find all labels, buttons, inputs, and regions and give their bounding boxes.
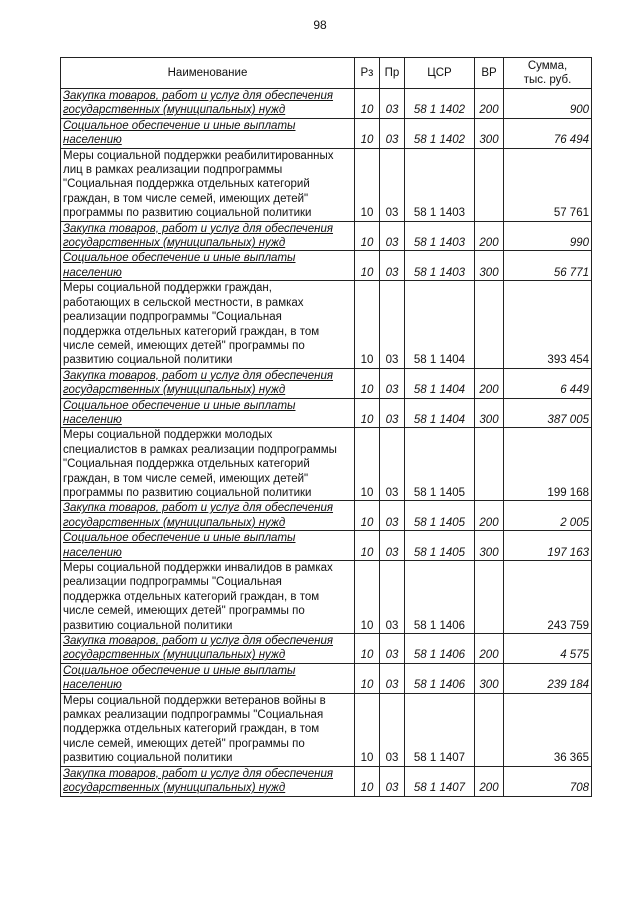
cell-vr <box>475 561 504 634</box>
cell-name-line: работающих в сельской местности, в рамках <box>63 296 304 309</box>
cell-pr: 03 <box>380 251 405 281</box>
cell-vr: 300 <box>475 118 504 148</box>
cell-name-line: Закупка товаров, работ и услуг для обеспечения <box>63 222 334 235</box>
cell-name-line: Закупка товаров, работ и услуг для обеспечения <box>63 635 334 648</box>
cell-name-line: Социальное обеспечение и иные выплаты <box>63 119 296 132</box>
cell-sum: 990 <box>504 221 592 251</box>
cell-name-line: реализации подпрограммы "Социальная <box>63 311 282 324</box>
table-row <box>61 89 592 119</box>
cell-name-line: государственных (муниципальных) нужд <box>63 649 286 662</box>
cell-sum: 36 365 <box>504 693 592 766</box>
table-row <box>61 663 592 693</box>
cell-name-line: граждан, в том числе семей, имеющих детей" <box>63 472 309 485</box>
cell-sum: 199 168 <box>504 428 592 501</box>
cell-rz: 10 <box>355 368 380 398</box>
cell-csr: 58 1 1404 <box>405 281 475 368</box>
cell-pr: 03 <box>380 221 405 251</box>
table-row <box>61 118 592 148</box>
cell-name-line: государственных (муниципальных) нужд <box>63 782 286 795</box>
cell-pr: 03 <box>380 281 405 368</box>
cell-name-line: государственных (муниципальных) нужд <box>63 384 286 397</box>
cell-pr: 03 <box>380 634 405 664</box>
cell-name <box>61 766 355 796</box>
table-row <box>61 561 592 634</box>
cell-pr: 03 <box>380 663 405 693</box>
cell-rz: 10 <box>355 634 380 664</box>
cell-vr: 200 <box>475 634 504 664</box>
cell-csr: 58 1 1406 <box>405 634 475 664</box>
cell-vr: 300 <box>475 398 504 428</box>
cell-name <box>61 118 355 148</box>
cell-name <box>61 148 355 221</box>
cell-name-line: граждан, в том числе семей, имеющих детей" <box>63 192 309 205</box>
cell-rz: 10 <box>355 251 380 281</box>
cell-name-line: Меры социальной поддержки инвалидов в рамках <box>63 562 333 574</box>
cell-vr: 200 <box>475 89 504 119</box>
cell-csr: 58 1 1405 <box>405 531 475 561</box>
table-row <box>61 693 592 766</box>
cell-rz: 10 <box>355 428 380 501</box>
cell-sum: 393 454 <box>504 281 592 368</box>
cell-name <box>61 281 355 368</box>
cell-csr: 58 1 1407 <box>405 766 475 796</box>
cell-rz: 10 <box>355 281 380 368</box>
cell-rz: 10 <box>355 118 380 148</box>
header-name: Наименование <box>61 58 355 89</box>
cell-pr: 03 <box>380 766 405 796</box>
cell-sum: 197 163 <box>504 531 592 561</box>
cell-name-line: развитию социальной политики <box>63 752 233 765</box>
table-row <box>61 501 592 531</box>
cell-rz: 10 <box>355 693 380 766</box>
table-row <box>61 251 592 281</box>
table-row <box>61 398 592 428</box>
cell-name <box>61 89 355 119</box>
cell-vr: 200 <box>475 368 504 398</box>
table-row <box>61 634 592 664</box>
cell-name-line: специалистов в рамках реализации подпрограммы <box>63 443 337 456</box>
cell-name <box>61 368 355 398</box>
cell-name <box>61 634 355 664</box>
cell-rz: 10 <box>355 766 380 796</box>
cell-name-line: числе семей, имеющих детей" программы по <box>63 605 305 618</box>
cell-name-line: реализации подпрограммы "Социальная <box>63 576 282 589</box>
cell-rz: 10 <box>355 148 380 221</box>
cell-sum: 4 575 <box>504 634 592 664</box>
cell-vr <box>475 281 504 368</box>
cell-sum: 243 759 <box>504 561 592 634</box>
cell-name-line: Закупка товаров, работ и услуг для обеспечения <box>63 502 334 515</box>
cell-name-line: Социальное обеспечение и иные выплаты <box>63 532 296 545</box>
cell-name <box>61 251 355 281</box>
cell-sum: 57 761 <box>504 148 592 221</box>
cell-csr: 58 1 1404 <box>405 368 475 398</box>
cell-name-line: Социальное обеспечение и иные выплаты <box>63 399 296 412</box>
header-csr: ЦСР <box>405 58 475 89</box>
cell-pr: 03 <box>380 398 405 428</box>
cell-name-line: населению <box>63 679 122 692</box>
cell-pr: 03 <box>380 118 405 148</box>
cell-name-line: Меры социальной поддержки ветеранов войны в <box>63 694 326 707</box>
cell-name-line: Меры социальной поддержки реабилитированных <box>63 149 334 162</box>
header-sum-line1: Сумма, <box>527 59 568 72</box>
cell-name-line: Меры социальной поддержки молодых <box>63 429 273 442</box>
cell-vr <box>475 428 504 501</box>
cell-pr: 03 <box>380 561 405 634</box>
cell-vr <box>475 693 504 766</box>
cell-rz: 10 <box>355 221 380 251</box>
cell-vr: 300 <box>475 663 504 693</box>
cell-name-line: поддержка отдельных категорий граждан, в том <box>63 325 320 338</box>
cell-csr: 58 1 1403 <box>405 221 475 251</box>
cell-name-line: "Социальная поддержка отдельных категорий <box>63 178 310 191</box>
cell-name <box>61 428 355 501</box>
cell-name-line: рамках реализации подпрограммы "Социальная <box>63 709 324 722</box>
cell-name <box>61 501 355 531</box>
cell-sum: 387 005 <box>504 398 592 428</box>
cell-name-line: развитию социальной политики <box>63 354 233 367</box>
cell-csr: 58 1 1403 <box>405 148 475 221</box>
cell-sum: 6 449 <box>504 368 592 398</box>
cell-csr: 58 1 1405 <box>405 428 475 501</box>
cell-name-line: Закупка товаров, работ и услуг для обеспечения <box>63 369 334 382</box>
cell-pr: 03 <box>380 693 405 766</box>
table-row <box>61 221 592 251</box>
cell-name <box>61 398 355 428</box>
cell-name <box>61 693 355 766</box>
header-rz: Рз <box>355 58 380 89</box>
cell-name-line: развитию социальной политики <box>63 619 233 632</box>
cell-name-line: программы по развитию социальной политики <box>63 486 312 499</box>
cell-pr: 03 <box>380 368 405 398</box>
table-row <box>61 766 592 796</box>
table-row <box>61 428 592 501</box>
cell-name-line: поддержка отдельных категорий граждан, в том <box>63 723 320 736</box>
cell-name-line: Закупка товаров, работ и услуг для обеспечения <box>63 767 334 780</box>
cell-rz: 10 <box>355 398 380 428</box>
cell-name-line: населению <box>63 266 122 279</box>
cell-name-line: числе семей, имеющих детей" программы по <box>63 339 305 352</box>
cell-rz: 10 <box>355 89 380 119</box>
cell-pr: 03 <box>380 531 405 561</box>
header-vr: ВР <box>475 58 504 89</box>
cell-vr <box>475 148 504 221</box>
cell-sum: 76 494 <box>504 118 592 148</box>
cell-name-line: Социальное обеспечение и иные выплаты <box>63 664 296 677</box>
cell-name-line: населению <box>63 413 122 426</box>
cell-sum: 2 005 <box>504 501 592 531</box>
cell-vr: 200 <box>475 766 504 796</box>
cell-name-line: населению <box>63 546 122 559</box>
cell-name <box>61 531 355 561</box>
cell-csr: 58 1 1407 <box>405 693 475 766</box>
cell-name <box>61 221 355 251</box>
cell-name-line: государственных (муниципальных) нужд <box>63 516 286 529</box>
cell-name-line: поддержка отдельных категорий граждан, в том <box>63 590 320 603</box>
header-sum <box>504 58 592 89</box>
cell-sum: 56 771 <box>504 251 592 281</box>
cell-sum: 900 <box>504 89 592 119</box>
cell-name <box>61 561 355 634</box>
cell-csr: 58 1 1406 <box>405 663 475 693</box>
header-sum-line2: тыс. руб. <box>523 74 572 86</box>
cell-pr: 03 <box>380 89 405 119</box>
cell-csr: 58 1 1405 <box>405 501 475 531</box>
cell-name-line: государственных (муниципальных) нужд <box>63 104 286 117</box>
cell-csr: 58 1 1404 <box>405 398 475 428</box>
table-row <box>61 368 592 398</box>
cell-vr: 300 <box>475 251 504 281</box>
cell-name <box>61 663 355 693</box>
cell-name-line: числе семей, имеющих детей" программы по <box>63 737 305 750</box>
table-body <box>61 89 592 797</box>
table-header-row <box>61 58 592 89</box>
cell-pr: 03 <box>380 428 405 501</box>
cell-name-line: государственных (муниципальных) нужд <box>63 237 286 250</box>
cell-csr: 58 1 1402 <box>405 118 475 148</box>
cell-csr: 58 1 1403 <box>405 251 475 281</box>
cell-name-line: населению <box>63 134 122 147</box>
table-row <box>61 281 592 368</box>
table-row <box>61 148 592 221</box>
cell-vr: 200 <box>475 221 504 251</box>
cell-csr: 58 1 1406 <box>405 561 475 634</box>
page-number: 98 <box>313 18 327 32</box>
cell-name-line: программы по развитию социальной политики <box>63 207 312 220</box>
cell-csr: 58 1 1402 <box>405 89 475 119</box>
cell-name-line: Социальное обеспечение и иные выплаты <box>63 252 296 265</box>
cell-sum: 239 184 <box>504 663 592 693</box>
cell-vr: 300 <box>475 531 504 561</box>
header-pr: Пр <box>380 58 405 89</box>
cell-rz: 10 <box>355 561 380 634</box>
cell-rz: 10 <box>355 531 380 561</box>
cell-name-line: Закупка товаров, работ и услуг для обеспечения <box>63 90 334 102</box>
cell-rz: 10 <box>355 501 380 531</box>
cell-name-line: Меры социальной поддержки граждан, <box>63 282 272 295</box>
cell-name-line: "Социальная поддержка отдельных категорий <box>63 458 310 471</box>
cell-name-line: лиц в рамках реализации подпрограммы <box>63 164 283 177</box>
budget-table <box>60 57 592 797</box>
cell-sum: 708 <box>504 766 592 796</box>
table-row <box>61 531 592 561</box>
cell-rz: 10 <box>355 663 380 693</box>
cell-pr: 03 <box>380 501 405 531</box>
cell-vr: 200 <box>475 501 504 531</box>
cell-pr: 03 <box>380 148 405 221</box>
